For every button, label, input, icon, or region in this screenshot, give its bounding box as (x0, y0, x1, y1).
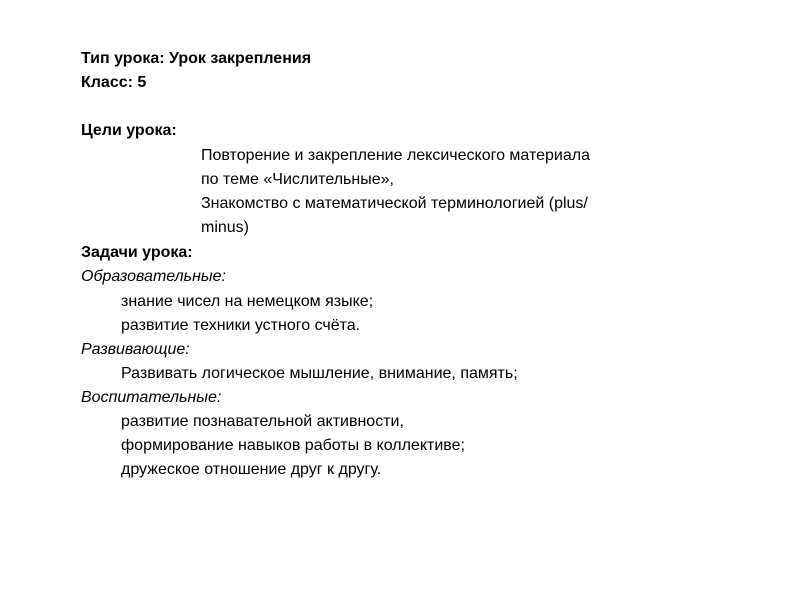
task-item: Развивать логическое мышление, внимание, память; (121, 365, 518, 382)
goal-line: Знакомство с математической терминологией (plus/ (201, 195, 588, 212)
goal-line: minus) (201, 219, 250, 236)
task-item: дружеское отношение друг к другу. (121, 461, 382, 478)
task-item: развитие техники устного счёта. (121, 317, 361, 334)
task-item: развитие познавательной активности, (121, 413, 404, 430)
tasks-title: Задачи урока: (81, 244, 193, 261)
developmental-label: Развивающие: (81, 341, 190, 358)
task-item: знание чисел на немецком языке; (121, 293, 374, 310)
goal-line: Повторение и закрепление лексического материала (201, 147, 590, 164)
task-item: формирование навыков работы в коллективе; (121, 437, 465, 454)
lesson-type: Тип урока: Урок закрепления (81, 50, 312, 67)
goal-line: по теме «Числительные», (201, 171, 394, 188)
goals-title: Цели урока: (81, 122, 177, 139)
educational-label: Образовательные: (81, 268, 226, 285)
upbringing-label: Воспитательные: (81, 389, 222, 406)
grade: Класс: 5 (81, 74, 147, 91)
